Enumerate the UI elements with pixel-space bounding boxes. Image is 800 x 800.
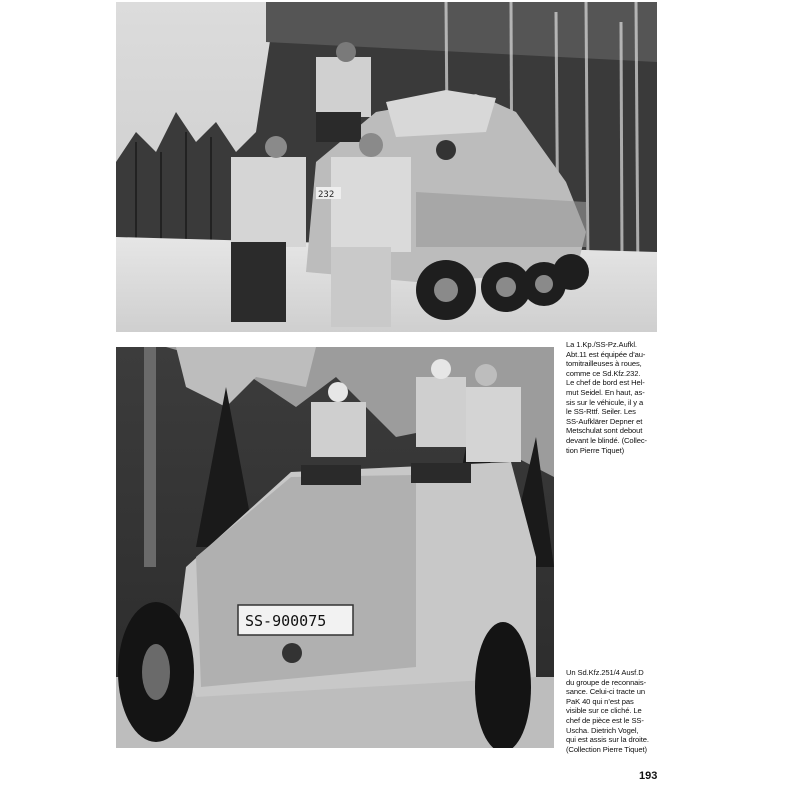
photo-armored-car (116, 2, 657, 332)
caption-line: La 1.Kp./SS-Pz.Aufkl. (566, 340, 637, 349)
caption-line: chef de pièce est le SS- (566, 715, 644, 725)
caption-line: Le chef de bord est Hel- (566, 378, 645, 388)
caption-line: (Collection Pierre Tiquet) (566, 744, 647, 754)
caption-line: le SS-Rttf. Seiler. Les (566, 407, 636, 417)
caption-line: Abt.11 est équipée d’au- (566, 349, 646, 359)
caption-line: PaK 40 qui n’est pas (566, 696, 634, 706)
page-number: 193 (639, 770, 658, 782)
caption-line: comme ce Sd.Kfz.232. (566, 368, 641, 378)
caption-line: devant le blindé. (Collec- (566, 435, 647, 445)
vehicle-plate-text: 232 (318, 190, 335, 200)
vehicle-plate-text: SS-900075 (245, 612, 327, 630)
caption-armored-car (566, 340, 664, 455)
caption-line: sance. Celui-ci tracte un (566, 687, 645, 697)
caption-line: du groupe de reconnais- (566, 677, 647, 687)
caption-line: tion Pierre Tiquet) (566, 445, 625, 455)
caption-line: Un Sd.Kfz.251/4 Ausf.D (566, 668, 644, 677)
caption-line: sis sur le véhicule, il y a (566, 397, 644, 407)
caption-line: qui est assis sur la droite. (566, 735, 649, 745)
caption-line: Uscha. Dietrich Vogel, (566, 725, 639, 735)
photo-half-track (116, 347, 554, 748)
caption-line: tomitrailleuses à roues, (566, 359, 642, 369)
caption-line: SS-Aufklärer Depner et (566, 416, 643, 426)
caption-line: Metschulat sont debout (566, 426, 643, 436)
caption-half-track (566, 668, 664, 754)
caption-line: mut Seidel. En haut, as- (566, 387, 645, 397)
caption-line: visible sur ce cliché. Le (566, 706, 642, 716)
